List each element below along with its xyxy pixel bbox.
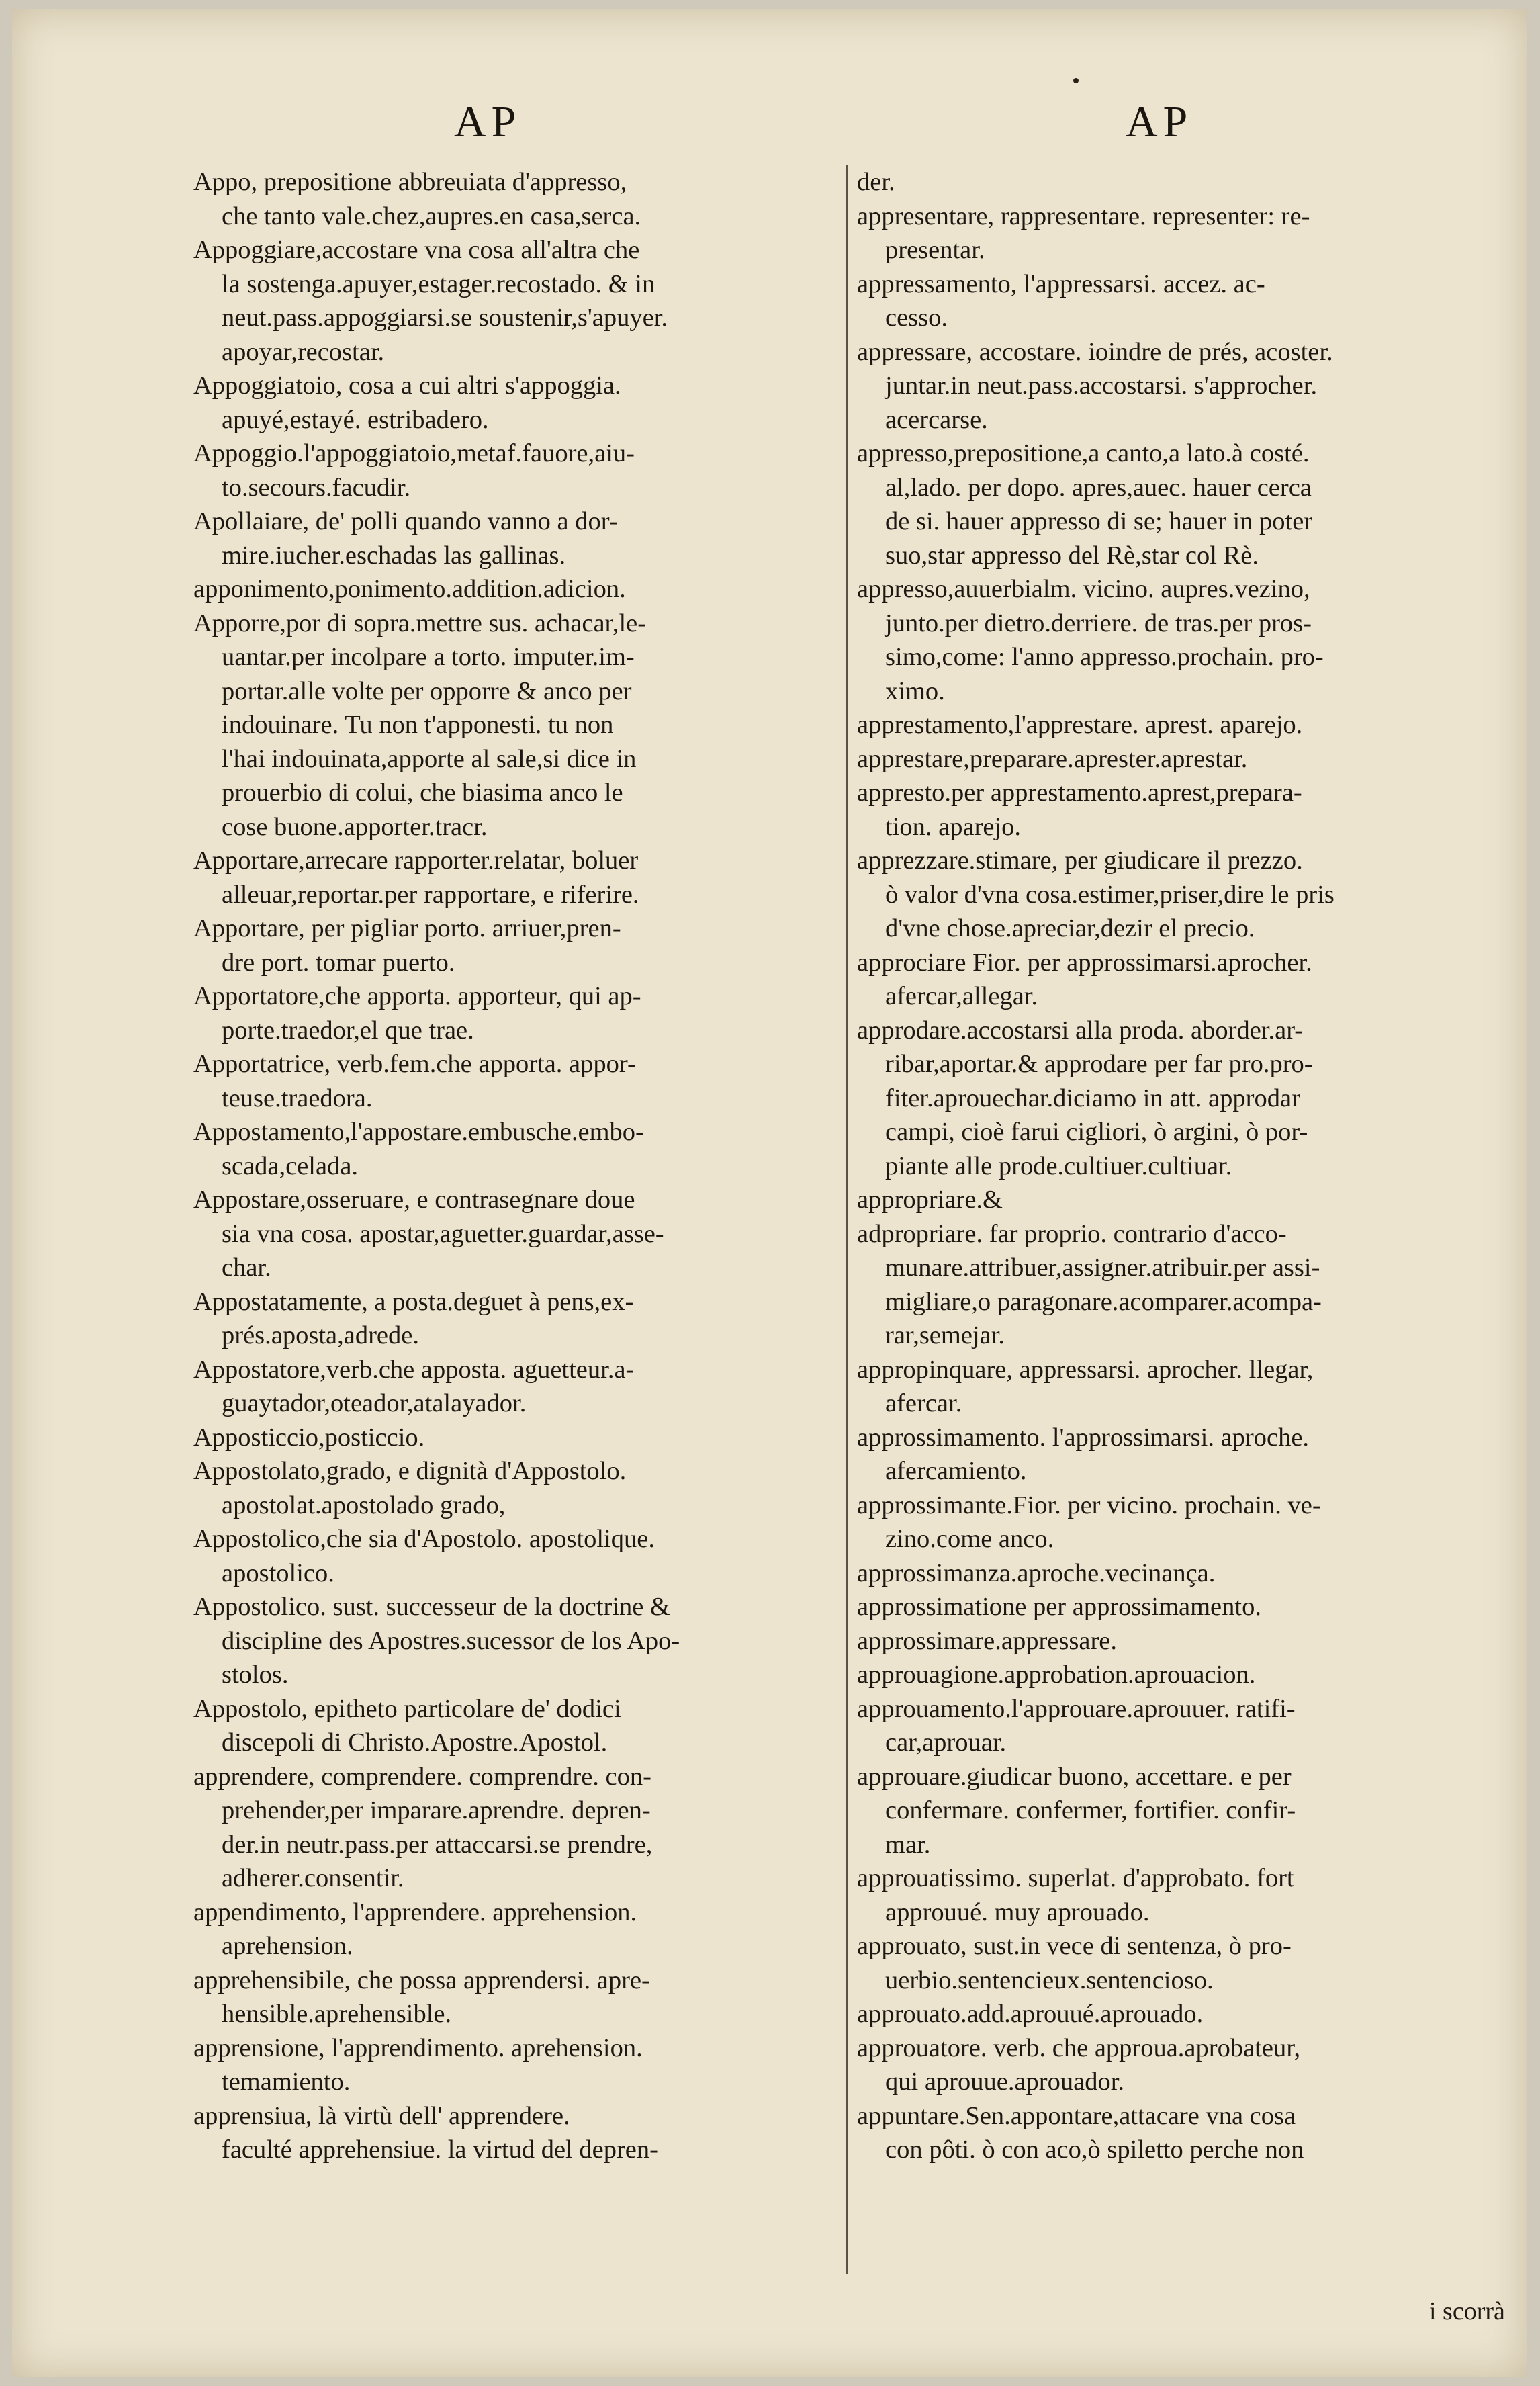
entry-line: discepoli di Christo.Apostre.Apostol.	[222, 1728, 608, 1757]
dictionary-entry	[193, 1522, 828, 1590]
entry-line: munare.attribuer,assigner.atribuir.per assi-	[885, 1253, 1320, 1282]
dictionary-entry	[857, 1183, 1502, 1217]
dictionary-entry	[857, 1760, 1502, 1862]
dictionary-entry	[857, 267, 1502, 335]
entry-line: approssimanza.aproche.vecinança.	[857, 1558, 1216, 1587]
entry-line: appresso,auuerbialm. vicino. aupres.vezino,	[857, 575, 1310, 603]
entry-line: presentar.	[885, 236, 985, 264]
entry-line: approssimante.Fior. per vicino. prochain. ve-	[857, 1491, 1321, 1519]
entry-line: Appoggio.l'appoggiatoio,metaf.fauore,aiu-	[193, 439, 635, 468]
entry-line: to.secours.facudir.	[222, 473, 411, 502]
entry-line: approdare.accostarsi alla proda. aborder.ar-	[857, 1016, 1304, 1045]
entry-line: apprehensibile, che possa apprendersi. apre-	[193, 1965, 650, 1994]
dictionary-entry	[193, 1115, 828, 1183]
entry-line: Appostolato,grado, e dignità d'Appostolo.	[193, 1457, 627, 1485]
entry-line: stolos.	[222, 1661, 289, 1689]
entry-line: approssimatione per approssimamento.	[857, 1593, 1261, 1621]
entry-line: afercar.	[885, 1389, 962, 1417]
dictionary-entry	[193, 233, 828, 369]
entry-line: apprensiua, là virtù dell' apprendere.	[193, 2101, 570, 2130]
entry-line: apoyar,recostar.	[222, 337, 385, 366]
dictionary-entry	[193, 1590, 828, 1692]
dictionary-entry	[193, 1963, 828, 2031]
entry-line: guaytador,oteador,atalayador.	[222, 1389, 527, 1417]
entry-line: d'vne chose.apreciar,dezir el precio.	[885, 914, 1255, 942]
entry-line: apostolico.	[222, 1558, 334, 1587]
entry-line: con pôti. ò con aco,ò spiletto perche non	[885, 2135, 1304, 2164]
dictionary-entry	[857, 335, 1502, 437]
entry-line: migliare,o paragonare.acomparer.acompa-	[885, 1287, 1322, 1316]
entry-line: approuato, sust.in vece di sentenza, ò pro-	[857, 1932, 1292, 1960]
dictionary-entry	[193, 1454, 828, 1522]
entry-line: al,lado. per dopo. apres,auec. hauer cerca	[885, 473, 1312, 502]
dictionary-entry	[857, 572, 1502, 708]
entry-line: de si. hauer appresso di se; hauer in poter	[885, 507, 1313, 535]
entry-line: mire.iucher.eschadas las gallinas.	[222, 541, 566, 570]
entry-line: prés.aposta,adrede.	[222, 1321, 419, 1350]
entry-line: Apportare, per pigliar porto. arriuer,pren-	[193, 914, 621, 942]
entry-line: neut.pass.appoggiarsi.se soustenir,s'apuyer.	[222, 304, 668, 332]
entry-line: temamiento.	[222, 2068, 351, 2096]
entry-line: Appoggiare,accostare vna cosa all'altra che	[193, 236, 640, 264]
entry-line: appendimento, l'apprendere. apprehension.	[193, 1898, 637, 1927]
dictionary-entry	[857, 165, 1502, 200]
running-head-left: AP	[454, 97, 522, 146]
entry-line: uantar.per incolpare a torto. imputer.im-	[222, 643, 635, 671]
entry-line: ò valor d'vna cosa.estimer,priser,dire le pris	[885, 880, 1334, 909]
entry-line: afercar,allegar.	[885, 982, 1038, 1010]
dictionary-entry	[193, 165, 828, 233]
dictionary-entry	[193, 1692, 828, 1760]
entry-line: Appostare,osseruare, e contrasegnare doue	[193, 1186, 635, 1214]
entry-line: adherer.consentir.	[222, 1864, 404, 1892]
dictionary-page	[12, 9, 1527, 2377]
dictionary-entry	[857, 1692, 1502, 1760]
entry-line: aprehension.	[222, 1932, 353, 1960]
entry-line: teuse.traedora.	[222, 1084, 373, 1112]
entry-line: Appo, prepositione abbreuiata d'appresso,	[193, 168, 627, 196]
dictionary-entry	[857, 708, 1502, 742]
entry-line: der.	[857, 168, 895, 196]
dictionary-entry	[857, 1353, 1502, 1421]
entry-line: Apporre,por di sopra.mettre sus. achacar,le-	[193, 609, 647, 637]
dictionary-entry	[857, 2031, 1502, 2099]
dictionary-entry	[857, 1556, 1502, 1591]
entry-line: tion. aparejo.	[885, 812, 1022, 841]
entry-line: cose buone.apporter.tracr.	[222, 812, 488, 841]
entry-line: adpropriare. far proprio. contrario d'acco-	[857, 1219, 1287, 1248]
dictionary-entry	[857, 1217, 1502, 1353]
entry-line: la sostenga.apuyer,estager.recostado. & in	[222, 269, 655, 298]
column-divider	[846, 165, 848, 2274]
entry-line: ximo.	[885, 676, 945, 705]
entry-line: approuatore. verb. che approua.aprobateur,	[857, 2033, 1301, 2062]
entry-line: sia vna cosa. apostar,aguetter.guardar,asse-	[222, 1219, 664, 1248]
entry-line: appressamento, l'appressarsi. accez. ac-	[857, 269, 1265, 298]
entry-line: approciare Fior. per approssimarsi.aprocher.	[857, 948, 1312, 977]
entry-line: approssimamento. l'approssimarsi. aproche.	[857, 1423, 1310, 1452]
dictionary-entry	[193, 572, 828, 607]
dictionary-entry	[193, 1047, 828, 1115]
entry-line: apuyé,estayé. estribadero.	[222, 405, 489, 434]
entry-line: fiter.aprouechar.diciamo in att. approdar	[885, 1084, 1300, 1112]
entry-line: approuato.add.aprouué.aprouado.	[857, 2000, 1204, 2028]
dictionary-entry	[857, 742, 1502, 777]
entry-line: che tanto vale.chez,aupres.en casa,serca.	[222, 202, 641, 230]
dictionary-entry	[857, 1421, 1502, 1489]
left-column	[193, 165, 828, 2167]
entry-line: appresto.per apprestamento.aprest,prepara-	[857, 779, 1302, 807]
entry-line: zino.come anco.	[885, 1525, 1054, 1553]
entry-line: suo,star appresso del Rè,star col Rè.	[885, 541, 1259, 570]
entry-line: appuntare.Sen.appontare,attacare vna cosa	[857, 2101, 1296, 2130]
entry-line: der.in neutr.pass.per attaccarsi.se prendre,	[222, 1830, 653, 1859]
dictionary-entry	[193, 1896, 828, 1963]
entry-line: piante alle prode.cultiuer.cultiuar.	[885, 1151, 1232, 1180]
dictionary-entry	[857, 2099, 1502, 2167]
entry-line: approuué. muy aprouado.	[885, 1898, 1150, 1927]
dictionary-entry	[857, 437, 1502, 572]
dictionary-entry	[857, 844, 1502, 946]
entry-line: ribar,aportar.& approdare per far pro.pro-	[885, 1050, 1313, 1078]
dictionary-entry	[857, 1861, 1502, 1929]
entry-line: approuamento.l'approuare.aprouuer. ratifi-	[857, 1694, 1296, 1723]
dictionary-entry	[193, 1285, 828, 1353]
entry-line: Appostatore,verb.che apposta. aguetteur.a-	[193, 1355, 635, 1384]
dictionary-entry	[193, 1421, 828, 1455]
entry-line: apprestamento,l'apprestare. aprest. aparejo.	[857, 711, 1303, 739]
entry-line: Appostolico,che sia d'Apostolo. apostolique.	[193, 1525, 655, 1553]
entry-line: juntar.in neut.pass.accostarsi. s'approcher.	[885, 371, 1318, 400]
entry-line: confermare. confermer, fortifier. confir-	[885, 1796, 1296, 1824]
entry-line: Apportatore,che apporta. apporteur, qui ap-	[193, 982, 641, 1010]
dictionary-entry	[193, 607, 828, 844]
dictionary-entry	[857, 1929, 1502, 1997]
entry-line: Apposticcio,posticcio.	[193, 1423, 425, 1452]
entry-line: Appostolo, epitheto particolare de' dodici	[193, 1694, 621, 1723]
entry-line: Appoggiatoio, cosa a cui altri s'appoggia.	[193, 371, 621, 400]
entry-line: prouerbio di colui, che biasima anco le	[222, 779, 623, 807]
entry-line: apprensione, l'apprendimento. aprehension.	[193, 2033, 643, 2062]
entry-line: approuare.giudicar buono, accettare. e per	[857, 1762, 1292, 1791]
entry-line: mar.	[885, 1830, 931, 1859]
dictionary-entry	[193, 912, 828, 979]
entry-line: appropriare.&	[857, 1186, 1003, 1214]
entry-line: Appostamento,l'appostare.embusche.embo-	[193, 1118, 644, 1146]
entry-line: rar,semejar.	[885, 1321, 1005, 1350]
entry-line: scada,celada.	[222, 1151, 359, 1180]
entry-line: car,aprouar.	[885, 1728, 1007, 1757]
entry-line: afercamiento.	[885, 1457, 1027, 1485]
entry-line: appressare, accostare. ioindre de prés, acoster.	[857, 337, 1333, 366]
entry-line: Appostatamente, a posta.deguet à pens,ex-	[193, 1287, 634, 1316]
entry-line: Appostolico. sust. successeur de la doctrine &	[193, 1593, 670, 1621]
entry-line: alleuar,reportar.per rapportare, e riferire.	[222, 880, 639, 909]
entry-line: simo,come: l'anno appresso.prochain. pro-	[885, 643, 1324, 671]
entry-line: Apportare,arrecare rapporter.relatar, boluer	[193, 846, 639, 875]
entry-line: char.	[222, 1253, 271, 1282]
dictionary-entry	[857, 946, 1502, 1014]
entry-line: apostolat.apostolado grado,	[222, 1491, 506, 1519]
entry-line: appresso,prepositione,a canto,a lato.à costé.	[857, 439, 1310, 468]
entry-line: indouinare. Tu non t'apponesti. tu non	[222, 711, 614, 739]
dictionary-entry	[857, 1624, 1502, 1659]
entry-line: hensible.aprehensible.	[222, 2000, 452, 2028]
entry-line: porte.traedor,el que trae.	[222, 1016, 474, 1045]
entry-line: qui aprouue.aprouador.	[885, 2068, 1125, 2096]
dictionary-entry	[193, 2031, 828, 2099]
dictionary-entry	[193, 2099, 828, 2167]
dictionary-entry	[857, 1997, 1502, 2031]
dictionary-entry	[193, 844, 828, 912]
entry-line: l'hai indouinata,apporte al sale,si dice in	[222, 744, 637, 773]
entry-line: dre port. tomar puerto.	[222, 948, 455, 977]
entry-line: apprestare,preparare.aprester.aprestar.	[857, 744, 1248, 773]
dictionary-entry	[857, 1489, 1502, 1556]
entry-line: junto.per dietro.derriere. de tras.per pros-	[885, 609, 1312, 637]
entry-line: apprendere, comprendere. comprendre. con-	[193, 1762, 651, 1791]
dictionary-entry	[193, 504, 828, 572]
dictionary-entry	[193, 979, 828, 1047]
catchword: i scorrà	[1429, 2297, 1505, 2326]
entry-line: approuagione.approbation.aprouacion.	[857, 1661, 1256, 1689]
entry-line: apprezzare.stimare, per giudicare il prezzo.	[857, 846, 1303, 875]
entry-line: faculté apprehensiue. la virtud del depren-	[222, 2135, 658, 2164]
entry-line: appropinquare, appressarsi. aprocher. llegar,	[857, 1355, 1314, 1384]
dictionary-entry	[193, 369, 828, 437]
entry-line: campi, cioè farui cigliori, ò argini, ò por-	[885, 1118, 1308, 1146]
dictionary-entry	[193, 1353, 828, 1421]
dictionary-entry	[857, 1014, 1502, 1184]
right-column	[857, 165, 1502, 2167]
entry-line: portar.alle volte per opporre & anco per	[222, 676, 632, 705]
entry-line: prehender,per imparare.aprendre. depren-	[222, 1796, 651, 1824]
entry-line: approssimare.appressare.	[857, 1626, 1117, 1655]
dictionary-entry	[857, 200, 1502, 267]
dictionary-entry	[193, 1760, 828, 1896]
entry-line: apponimento,ponimento.addition.adicion.	[193, 575, 626, 603]
running-head-right: AP	[1126, 97, 1193, 146]
dictionary-entry	[857, 1658, 1502, 1692]
entry-line: uerbio.sentencieux.sentencioso.	[885, 1965, 1214, 1994]
dictionary-entry	[857, 1590, 1502, 1624]
dictionary-entry	[193, 437, 828, 504]
entry-line: discipline des Apostres.sucessor de los Apo-	[222, 1626, 680, 1655]
dictionary-entry	[193, 1183, 828, 1285]
entry-line: Apollaiare, de' polli quando vanno a dor-	[193, 507, 618, 535]
ink-mark	[1073, 78, 1079, 83]
entry-line: acercarse.	[885, 405, 988, 434]
dictionary-entry	[857, 776, 1502, 844]
entry-line: appresentare, rappresentare. representer: re-	[857, 202, 1310, 230]
entry-line: Apportatrice, verb.fem.che apporta. appor-	[193, 1050, 636, 1078]
entry-line: cesso.	[885, 304, 948, 332]
entry-line: approuatissimo. superlat. d'approbato. fort	[857, 1864, 1294, 1892]
